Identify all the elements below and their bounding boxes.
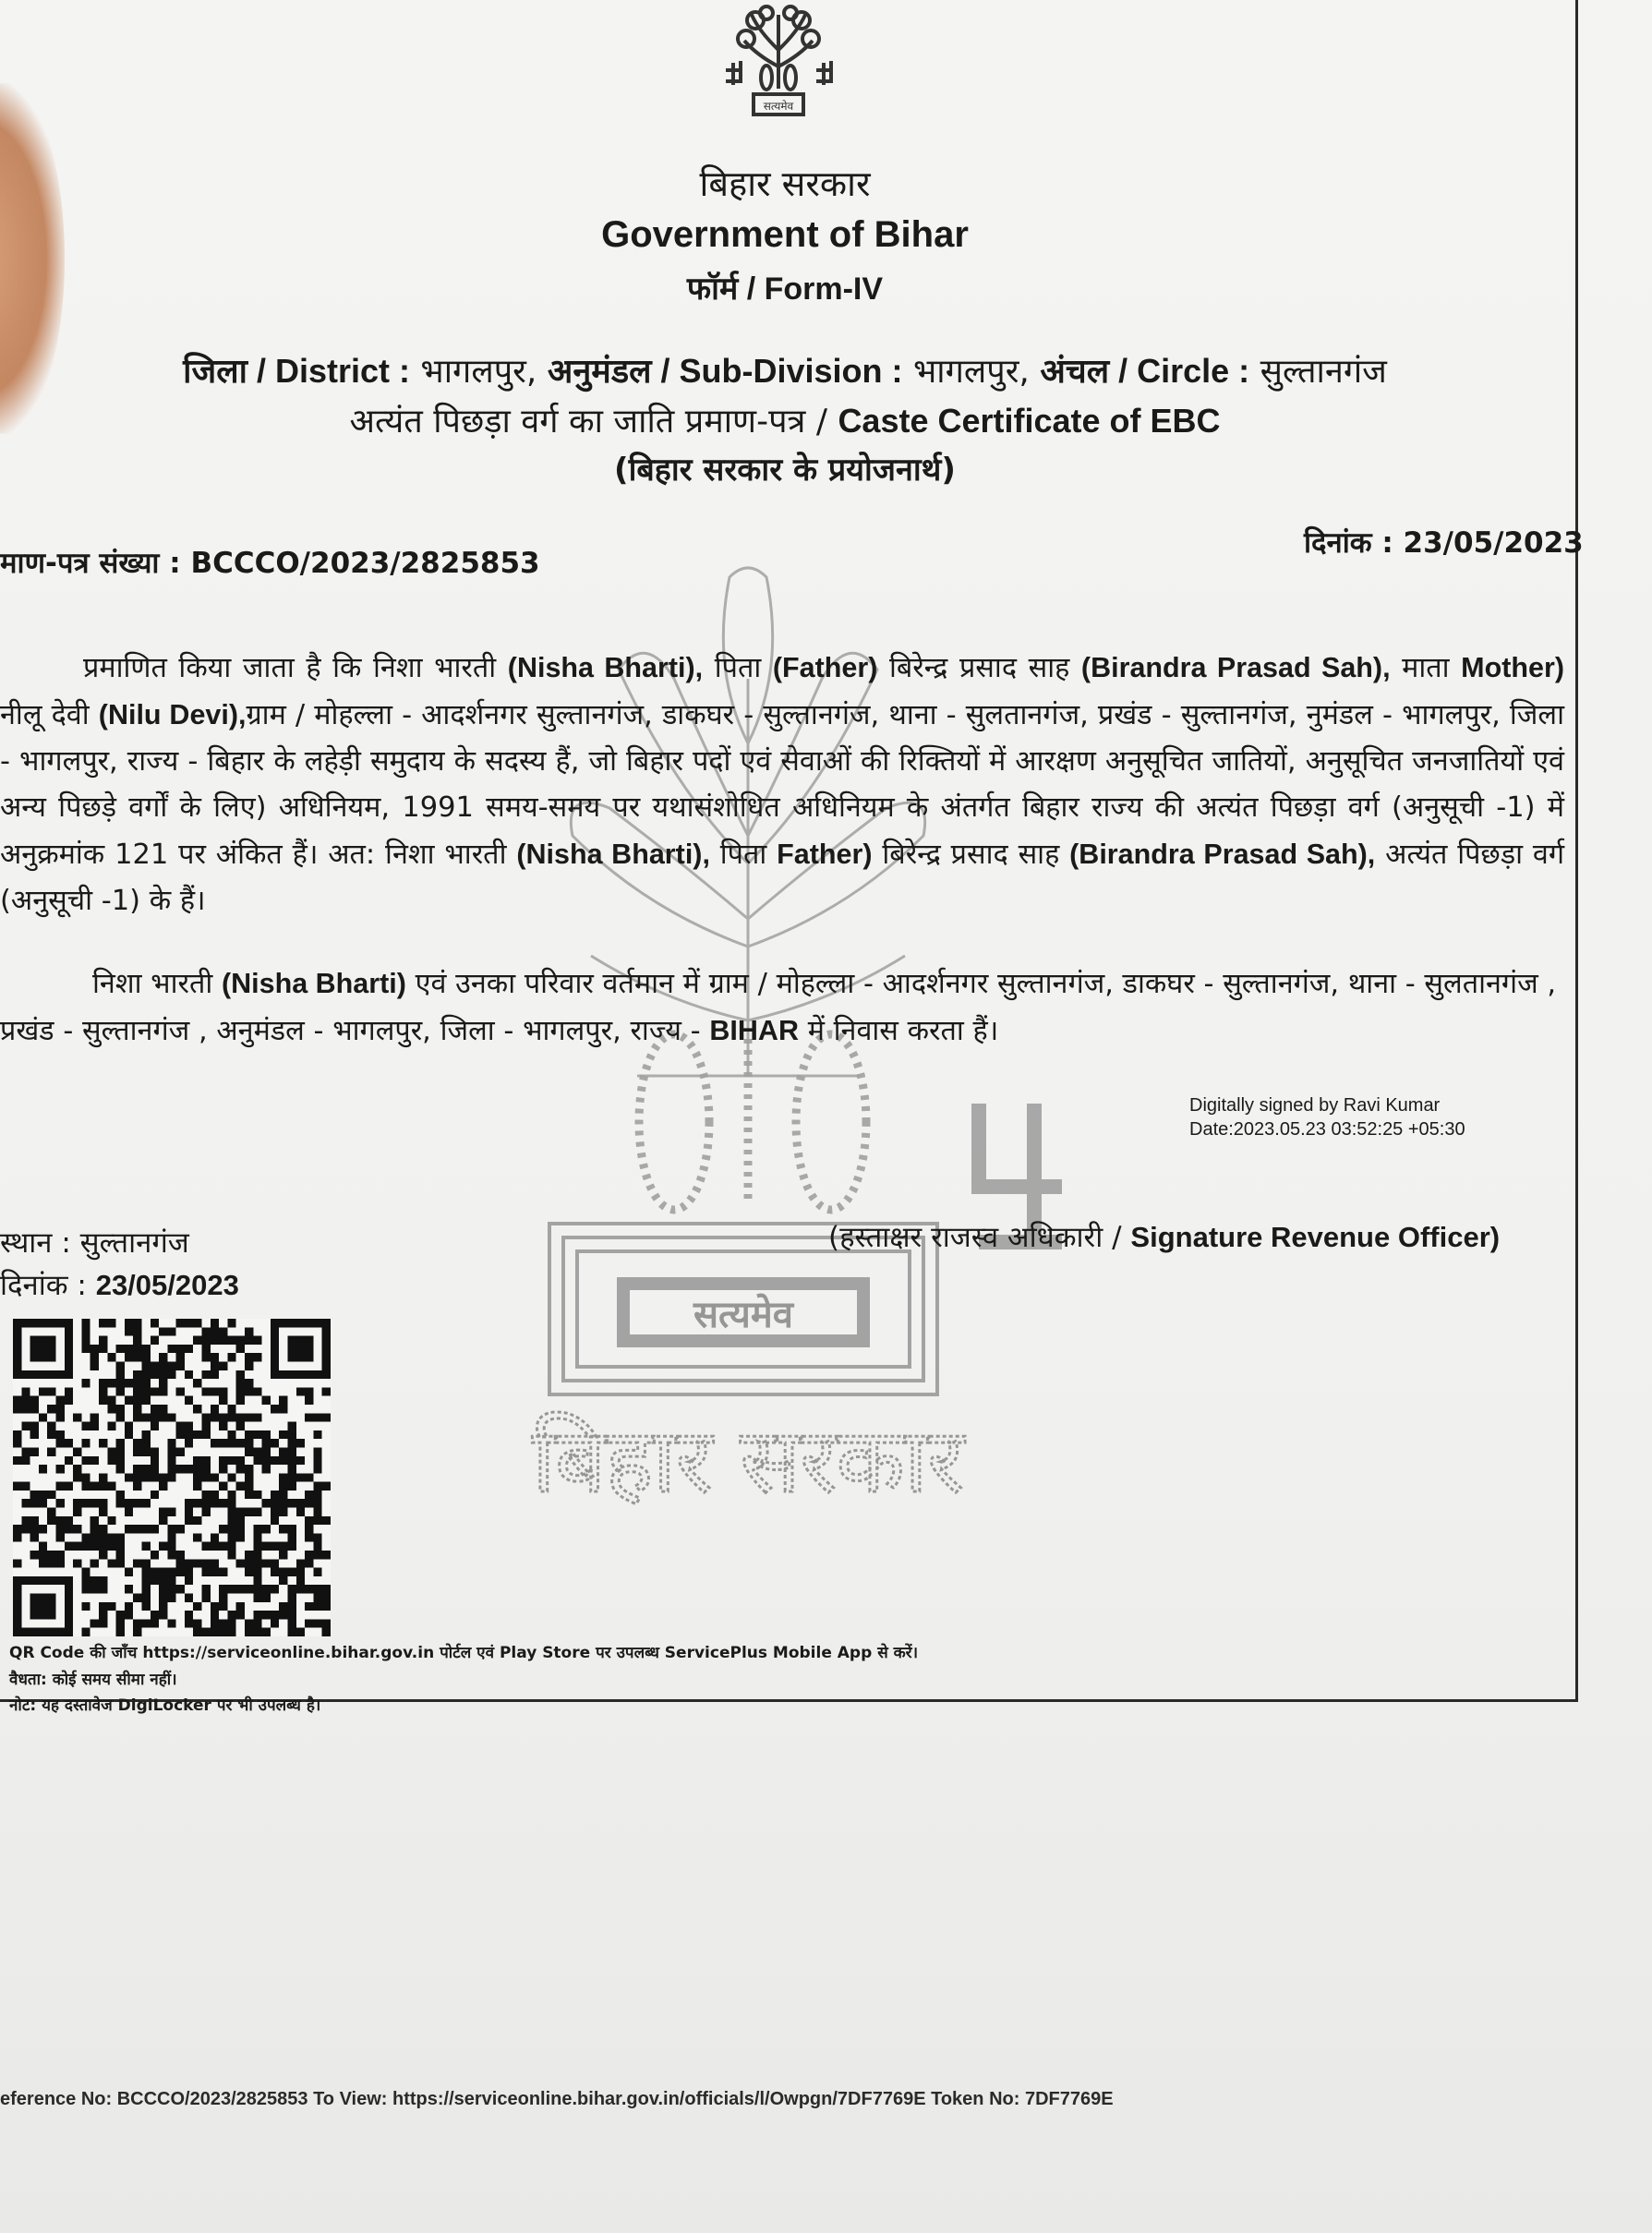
p1-mother-label: Mother) <box>1461 652 1564 683</box>
issue-date-label: दिनांक : <box>1304 526 1393 560</box>
digilocker-note: नोट: यह दस्तावेज DigiLocker पर भी उपलब्ध है। <box>9 1696 321 1715</box>
signature-label <box>828 1217 1500 1256</box>
district-label: जिला / District : <box>183 352 410 390</box>
p1-mother-en: (Nilu Devi), <box>98 699 247 730</box>
certificate-number-value: BCCCO/2023/2825853 <box>190 547 540 580</box>
certificate-title-english: Caste Certificate of EBC <box>838 402 1221 440</box>
circle-value: सुल्तानगंज <box>1260 353 1387 391</box>
district-value: भागलपुर, <box>420 353 537 391</box>
qr-verification-note: QR Code की जाँच https://serviceonline.bihar.gov.in पोर्टल एवं Play Store पर उपलब्ध ServicePlus Mobile App से करें। <box>9 1644 919 1662</box>
form-number: फॉर्म / Form-IV <box>686 272 884 307</box>
place-line <box>0 1223 189 1261</box>
place-date-value: 23/05/2023 <box>95 1269 239 1301</box>
location-line <box>0 347 1570 392</box>
p1-father-en: (Birandra Prasad Sah), <box>1080 652 1391 683</box>
signature-label-hindi: (हस्ताक्षर राजस्व अधिकारी / <box>828 1221 1122 1254</box>
certificate-number-label: माण-पत्र संख्या : <box>0 547 181 580</box>
p1-father-en: (Birandra Prasad Sah), <box>1069 839 1376 870</box>
certificate-title <box>0 397 1570 442</box>
p1-text: प्रमाणित किया जाता है कि निशा भारती <box>83 652 497 684</box>
p2-text: में निवास करता हैं। <box>807 1015 999 1047</box>
signature-label-english: Signature Revenue Officer) <box>1130 1221 1501 1253</box>
p1-text: ग्राम / मोहल्ला - आदर्शनगर सुल्तानगंज, डाकघर - सुल्तानगंज, थाना - सुलतानगंज, प्रखंड - सुल्तानगंज, नुमंडल - भागलपुर, जिला - भागलपुर, राज्य - बिहार के लहेड़ी समुदाय के सदस्य हैं, जो बिहार पदों एवं सेवाओं की रिक्तियों में आरक्षण अनुसूचित जातियों, अनुसूचित जनजातियों एवं अन्य पिछड़े वर्गों के लिए) अधिनियम, 1991 समय-समय पर यथासंशोधित अधिनियम के अंतर्गत बिहार राज्य की अत्यंत पिछड़ा वर्ग (अनुसूची -1) में अनुक्रमांक 121 पर अंकित हैं। अत: निशा भारती <box>0 699 1564 871</box>
p1-name-en: (Nisha Bharti), <box>507 652 704 683</box>
emblem-seal-text: सत्यमेव <box>763 100 794 113</box>
p1-father-label: Father) <box>777 839 873 870</box>
watermark-seal-text: सत्यमेव <box>693 1294 793 1336</box>
issue-date <box>1304 523 1584 561</box>
p1-text: पिता <box>714 652 762 684</box>
certificate-title-hindi: अत्यंत पिछड़ा वर्ग का जाति प्रमाण-पत्र / <box>349 403 827 441</box>
subdivision-value: भागलपुर, <box>912 353 1030 391</box>
state-name-english: Government of Bihar <box>601 214 969 255</box>
residence-paragraph <box>0 960 1564 1055</box>
circle-label: अंचल / Circle : <box>1040 352 1250 390</box>
p1-text: अत्यंत पिछड़ा वर्ग (अनुसूची -1) के हैं। <box>0 839 1565 917</box>
subdivision-label: अनुमंडल / Sub-Division : <box>547 352 903 390</box>
place-value: सुल्तानगंज <box>79 1226 189 1260</box>
issue-date-value: 23/05/2023 <box>1403 526 1584 560</box>
place-date-label: दिनांक : <box>0 1269 87 1302</box>
place-date-line <box>0 1265 239 1304</box>
p1-name-en: (Nisha Bharti), <box>516 839 710 870</box>
watermark-text: बिहार सरकार <box>532 1409 964 1510</box>
place-label: स्थान : <box>0 1226 71 1260</box>
p1-mother-hi: नीलू देवी <box>0 699 90 731</box>
digital-signature-name: Digitally signed by Ravi Kumar <box>1189 1095 1441 1116</box>
p1-father-label: (Father) <box>772 652 878 683</box>
p1-text: पिता <box>719 839 767 871</box>
certificate-purpose: (बिहार सरकार के प्रयोजनार्थ) <box>614 452 956 489</box>
state-name-hindi: बिहार सरकार <box>699 163 871 204</box>
digital-signature-date: Date:2023.05.23 03:52:25 +05:30 <box>1189 1119 1465 1140</box>
qr-code-icon[interactable] <box>13 1319 331 1636</box>
p1-text: माता <box>1402 652 1450 684</box>
validity-note: वैधता: कोई समय सीमा नहीं। <box>9 1671 177 1689</box>
p2-text: एवं उनका परिवार वर्तमान में ग्राम / मोहल्ला - आदर्शनगर सुल्तानगंज, डाकघर - सुल्तानगंज, थाना - सुलतानगंज , प्रखंड - सुल्तानगंज , अनुमंडल - भागलपुर, जिला - भागलपुर, राज्य - <box>0 968 1557 1047</box>
bihar-emblem-icon <box>713 4 844 124</box>
p2-text: निशा भारती <box>92 968 213 1000</box>
p2-name-en: (Nisha Bharti) <box>221 968 406 999</box>
reference-footer: eference No: BCCCO/2023/2825853 To View: https://serviceonline.bihar.gov.in/officials/l/Owpgn/7DF7769E Token No: 7DF7769E <box>0 2089 1114 2109</box>
p1-father-hi: बिरेन्द्र प्रसाद साह <box>882 839 1060 871</box>
certificate-body-paragraph <box>0 645 1564 924</box>
p1-father-hi: बिरेन्द्र प्रसाद साह <box>888 652 1070 684</box>
digital-signature-block <box>1189 1093 1465 1141</box>
p2-state: BIHAR <box>709 1015 799 1046</box>
